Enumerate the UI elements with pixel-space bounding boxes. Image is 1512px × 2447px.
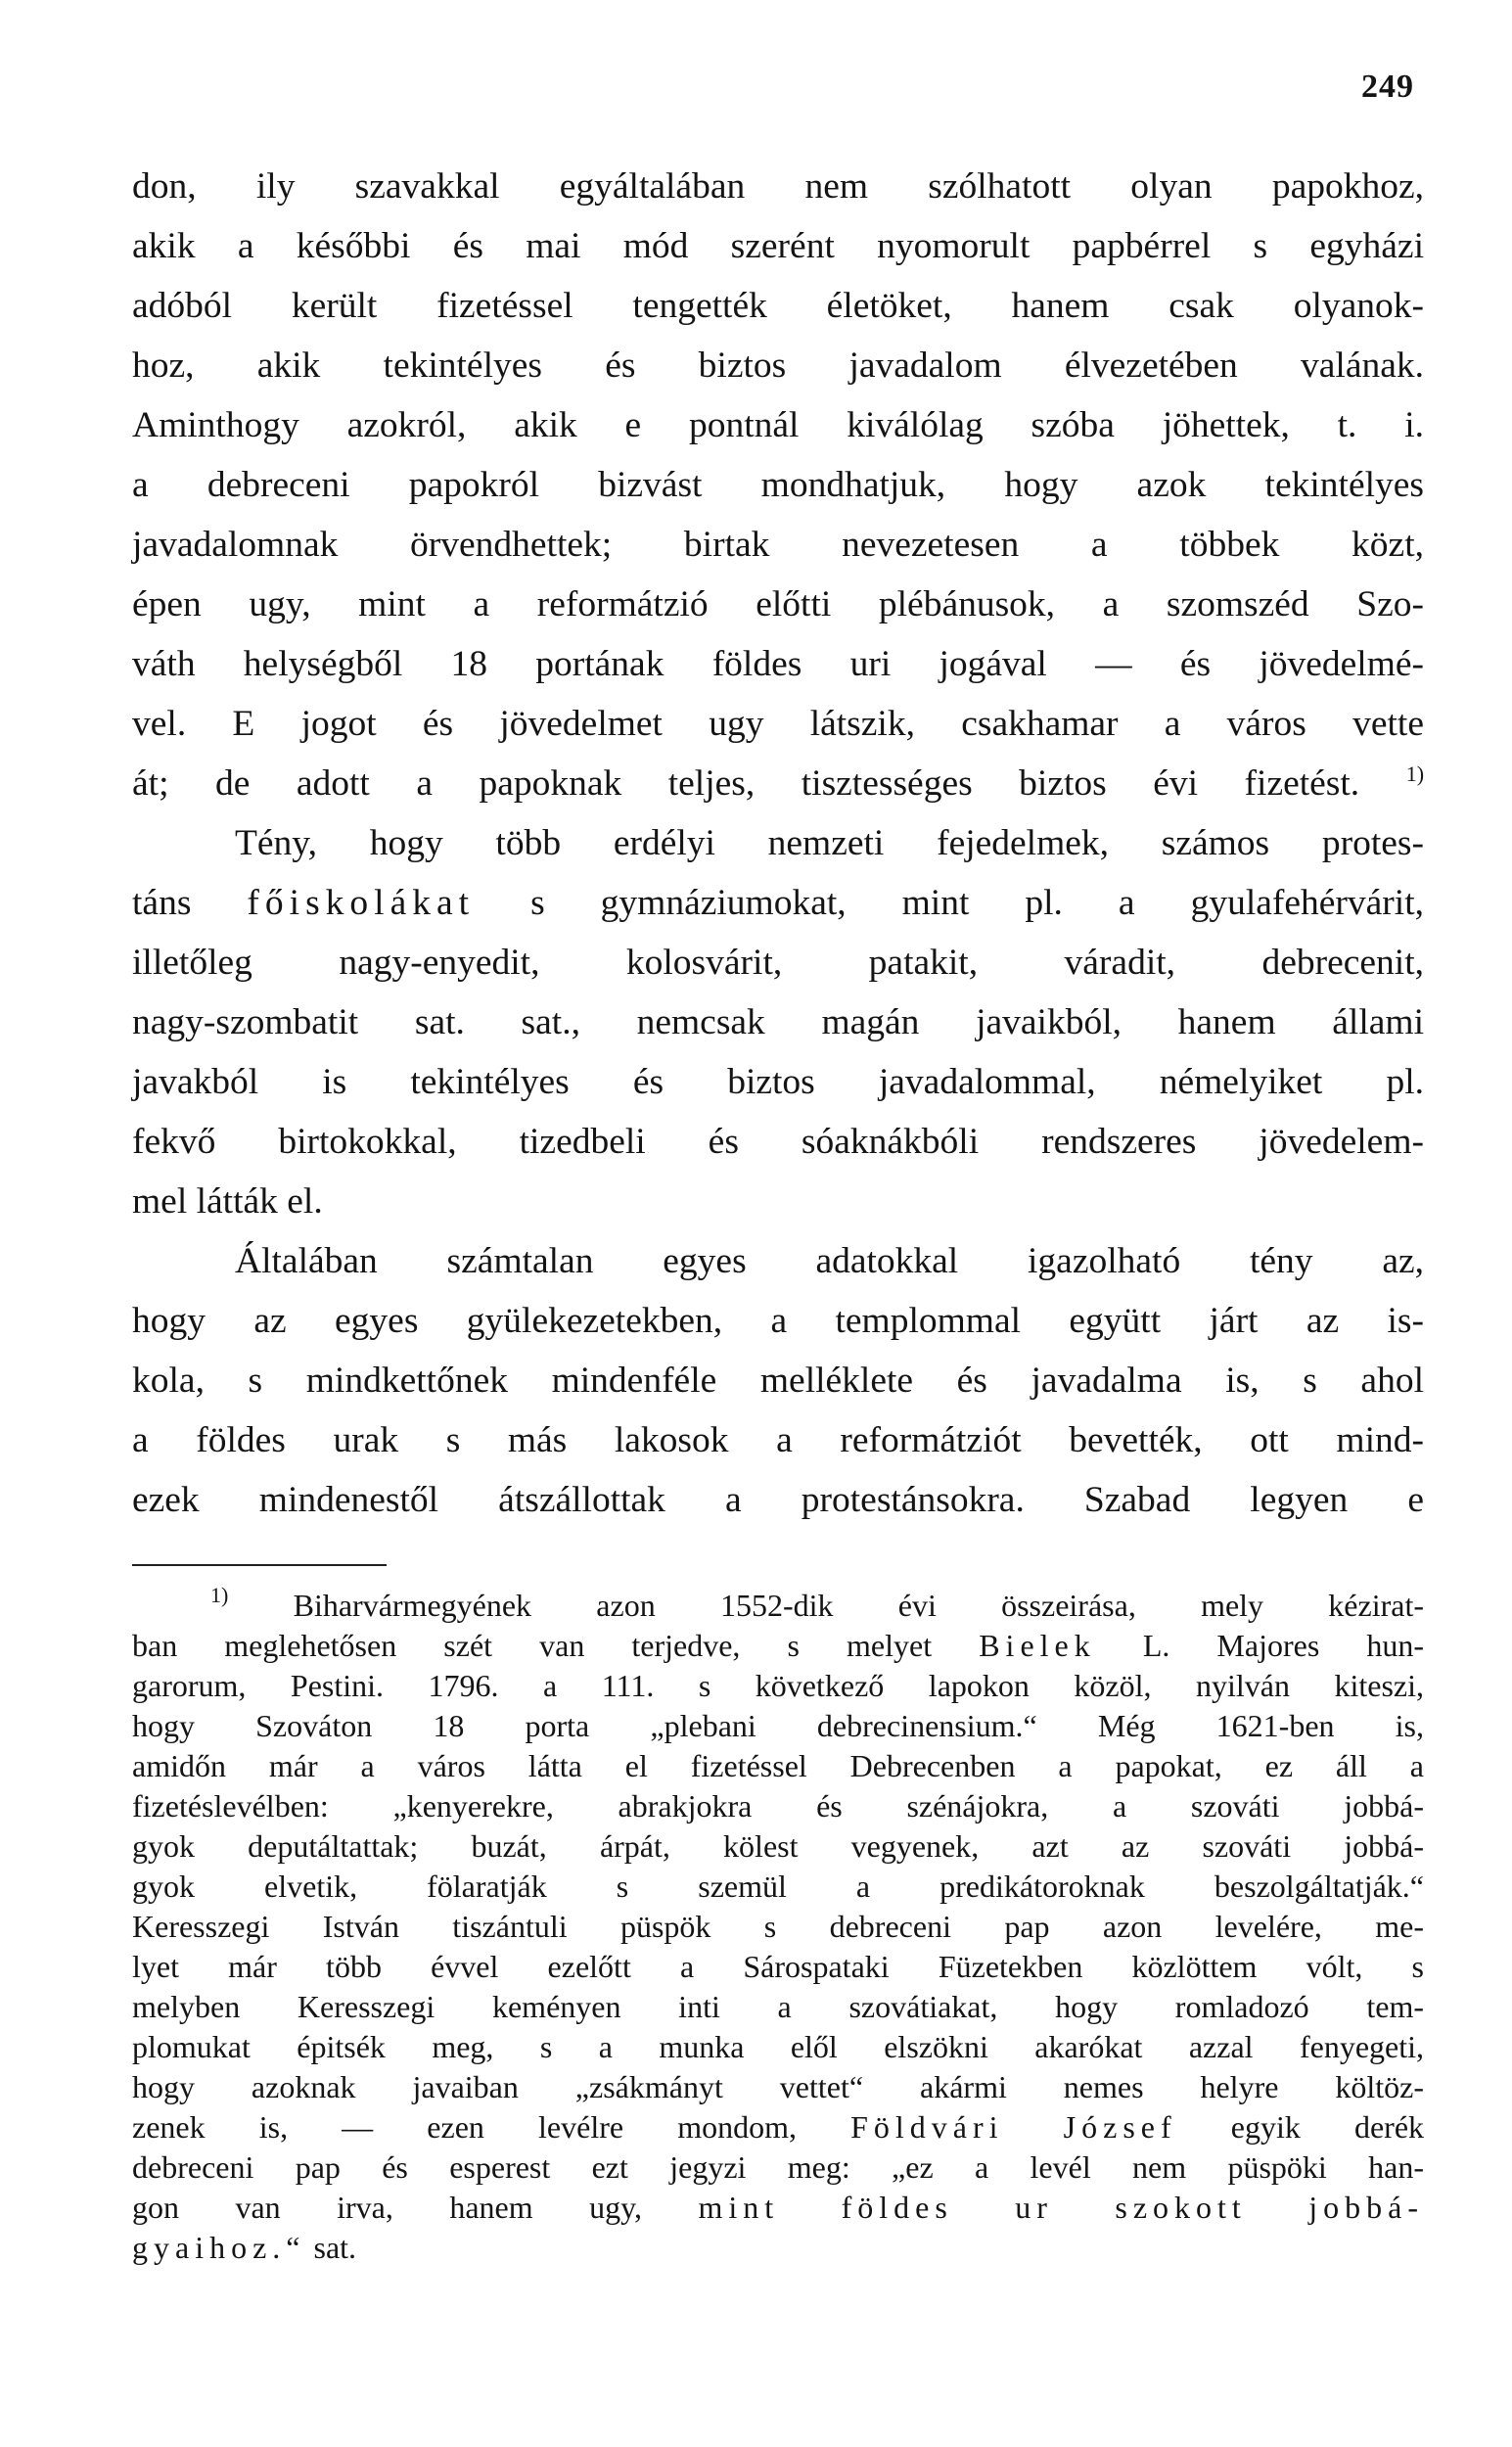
text-line: hogy az egyes gyülekezetekben, a templommal együtt járt az is-: [132, 1301, 1424, 1341]
text-line: hoz, akik tekintélyes és biztos javadalom élvezetében valának.: [132, 346, 1424, 386]
footnote-marker: 1): [210, 1583, 229, 1607]
text-line-content: Általában számtalan egyes adatokkal igazolható tény az,: [235, 1241, 1424, 1281]
text-line: fekvő birtokokkal, tizedbeli és sóaknákbóli rendszeres jövedelem-: [132, 1122, 1424, 1162]
emphasized-name: Bielek: [979, 1628, 1096, 1663]
footnote-line: melyben Keresszegi keményen inti a szovátiakat, hogy romladozó tem-: [132, 1989, 1424, 2024]
paragraph-start-line: [132, 813, 1424, 873]
footnote-line-content: egyik derék: [1230, 2109, 1425, 2145]
text-line-content: Tény, hogy több erdélyi nemzeti fejedelmek, számos protes-: [235, 823, 1424, 863]
footnote-line: plomukat épitsék meg, s a munka elől elszökni akarókat azzal fenyegeti,: [132, 2029, 1424, 2064]
main-text: [132, 157, 1424, 1530]
text-line: nagy-szombatit sat. sat., nemcsak magán javaikból, hanem állami: [132, 1002, 1424, 1042]
paragraph-start-line: [132, 1231, 1424, 1291]
footnote-line: lyet már több évvel ezelőtt a Sárospataki Füzetekben közlöttem vólt, s: [132, 1949, 1424, 1984]
footnote-line-content: ban meglehetősen szét van terjedve, s melyet: [132, 1628, 933, 1663]
text-line: épen ugy, mint a reformátzió előtti plébánusok, a szomszéd Szo-: [132, 584, 1424, 624]
footnote-line: garorum, Pestini. 1796. a 111. s következő lapokon közöl, nyilván kiteszi,: [132, 1668, 1424, 1703]
footnote-line: [132, 1626, 1424, 1666]
footnote-line: Keresszegi István tiszántuli püspök s debreceni pap azon levelére, me-: [132, 1909, 1424, 1944]
footnote-ref: 1): [1405, 762, 1425, 786]
footnote-line: hogy azoknak javaiban „zsákmányt vettet“ akármi nemes helyre költöz-: [132, 2069, 1424, 2104]
emphasized-name: Földvári József: [850, 2109, 1177, 2145]
footnote-line: amidőn már a város látta el fizetéssel Debrecenben a papokat, ez áll a: [132, 1748, 1424, 1783]
text-line: [132, 754, 1424, 813]
footnote-line: [132, 1583, 1425, 1626]
text-line: akik a későbbi és mai mód szerént nyomorult papbérrel s egyházi: [132, 226, 1424, 266]
text-line: vel. E jogot és jövedelmet ugy látszik, csakhamar a város vette: [132, 704, 1424, 744]
footnote-line: debreceni pap és esperest ezt jegyzi meg: „ez a levél nem püspöki han-: [132, 2149, 1424, 2185]
text-line: don, ily szavakkal egyáltalában nem szólhatott olyan papokhoz,: [132, 166, 1424, 207]
footnote-line-content: L. Majores hun-: [1142, 1628, 1425, 1663]
footnote-line: [132, 2228, 1424, 2268]
text-line: váth helységből 18 portának földes uri jogával — és jövedelmé-: [132, 644, 1424, 684]
text-line: kola, s mindkettőnek mindenféle melléklete és javadalma is, s ahol: [132, 1361, 1424, 1401]
text-line: Aminthogy azokról, akik e pontnál kiválólag szóba jöhettek, t. i.: [132, 405, 1424, 445]
footnote-line-content: Biharvármegyének azon 1552-dik évi összeirása, mely kézirat-: [293, 1588, 1425, 1623]
text-line: illetőleg nagy-enyedit, kolosvárit, patakit, váradit, debrecenit,: [132, 943, 1424, 983]
text-line: javadalomnak örvendhettek; birtak nevezetesen a többek közt,: [132, 525, 1424, 565]
footnote-line: gyok elvetik, fölaratják s szemül a predikátoroknak beszolgáltatják.“: [132, 1869, 1424, 1904]
text-line-content: táns: [132, 883, 192, 923]
emphasized-text: mint földes ur szokott jobbá-: [698, 2190, 1425, 2225]
footnote-line: fizetéslevélben: „kenyerekre, abrakjokra és szénájokra, a szováti jobbá-: [132, 1788, 1424, 1824]
footnote-line-content: gon van irva, hanem ugy,: [132, 2190, 642, 2225]
emphasized-text: gyaihoz.“: [132, 2230, 306, 2265]
footnote-line: [132, 2188, 1424, 2228]
text-line: mel látták el.: [132, 1181, 323, 1222]
footnote-line: hogy Szováton 18 porta „plebani debrecinensium.“ Még 1621-ben is,: [132, 1708, 1424, 1743]
text-line: adóból került fizetéssel tengették életöket, hanem csak olyanok-: [132, 286, 1424, 326]
text-line: a debreceni papokról bizvást mondhatjuk, hogy azok tekintélyes: [132, 465, 1424, 505]
emphasized-text: főiskolákat: [247, 883, 476, 923]
text-line: javakból is tekintélyes és biztos javadalommal, némelyiket pl.: [132, 1062, 1424, 1102]
page-number: 249: [1361, 69, 1414, 105]
text-line-content: át; de adott a papoknak teljes, tisztességes biztos évi fizetést.: [132, 763, 1360, 804]
footnote-line: gyok deputáltattak; buzát, árpát, kölest vegyenek, azt az szováti jobbá-: [132, 1828, 1424, 1864]
text-line: ezek mindenestől átszállottak a protestánsokra. Szabad legyen e: [132, 1480, 1424, 1520]
text-line: a földes urak s más lakosok a reformátziót bevették, ott mind-: [132, 1420, 1424, 1460]
footnote-line-content: zenek is, — ezen levélre mondom,: [132, 2109, 797, 2145]
footnote-divider: [132, 1564, 387, 1566]
footnote-line-content: sat.: [313, 2230, 357, 2265]
footnote: [132, 1583, 1425, 2268]
footnote-line: [132, 2107, 1424, 2147]
text-line: [132, 873, 1424, 933]
text-line-content: s gymnáziumokat, mint pl. a gyulafehérvárit,: [530, 883, 1424, 923]
